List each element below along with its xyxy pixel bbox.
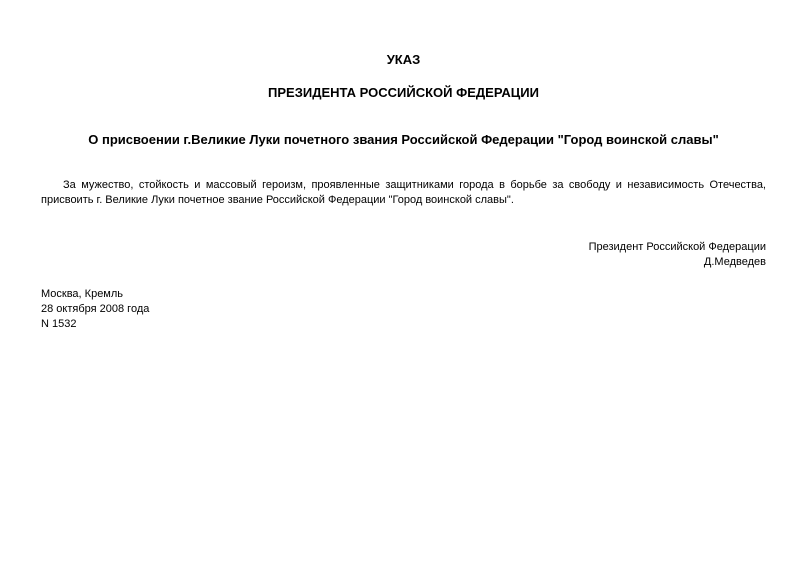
- decree-number: N 1532: [41, 318, 77, 330]
- decree-date: 28 октября 2008 года: [41, 303, 150, 315]
- decree-place: Москва, Кремль: [41, 288, 124, 300]
- decree-issuer: ПРЕЗИДЕНТА РОССИЙСКОЙ ФЕДЕРАЦИИ: [268, 85, 539, 100]
- signature-name: Д.Медведев: [703, 256, 766, 268]
- decree-subject: О присвоении г.Великие Луки почетного звания Российской Федерации "Город воинской славы": [88, 132, 719, 147]
- decree-body: За мужество, стойкость и массовый героизм, проявленные защитниками города в борьбе за свободу и независимость Отечества, присвоить г. Великие Луки почетное звание Российской Федерации "Город воинской славы".: [41, 179, 766, 206]
- decree-meta: [41, 287, 149, 332]
- signature-block: [589, 240, 766, 270]
- signature-position: Президент Российской Федерации: [588, 241, 766, 253]
- decree-title: УКАЗ: [386, 52, 421, 67]
